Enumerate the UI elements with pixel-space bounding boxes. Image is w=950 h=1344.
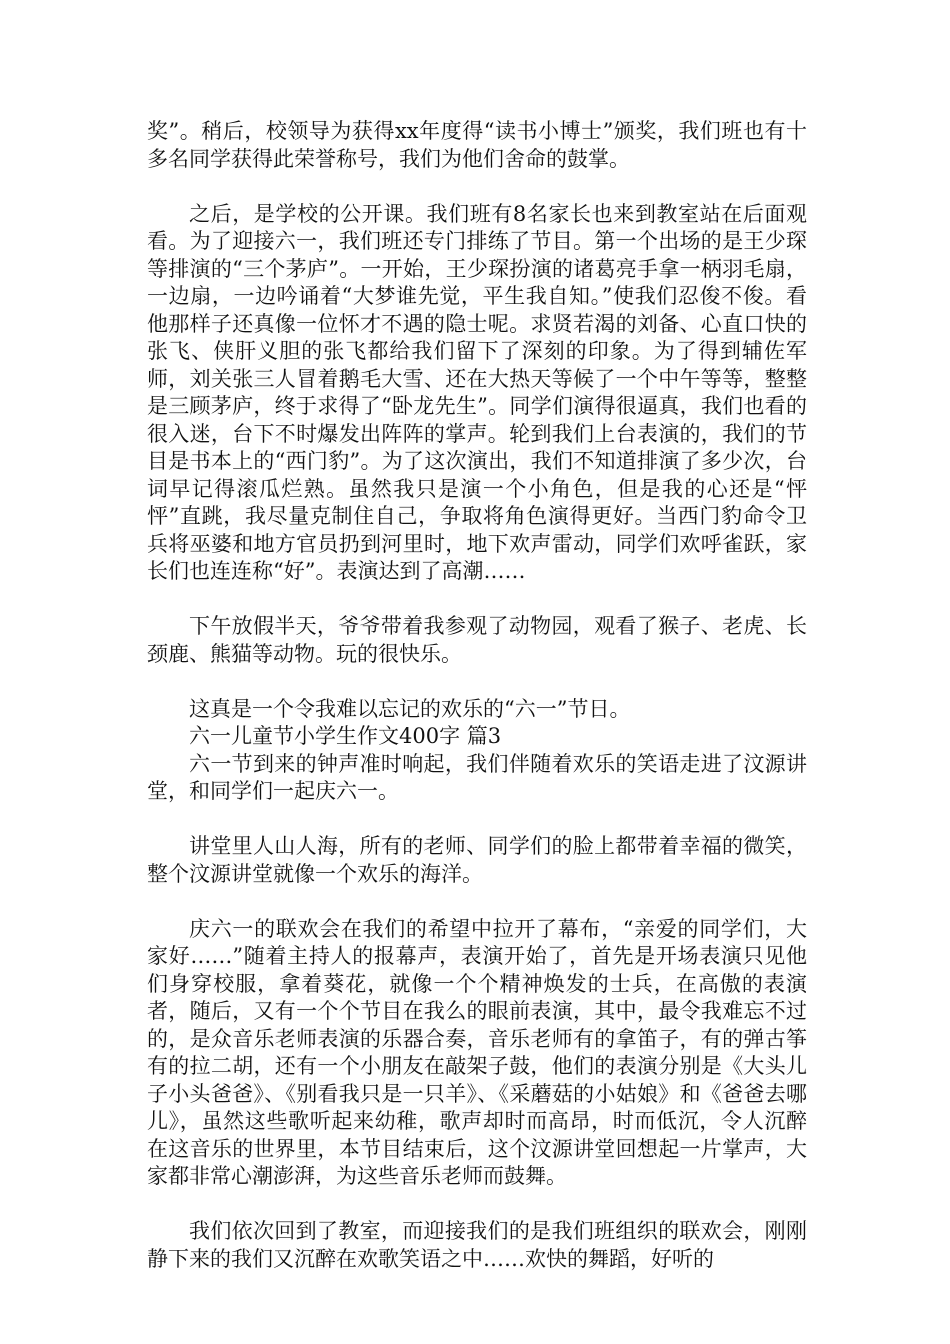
- paragraph-2: 之后，是学校的公开课。我们班有8名家长也来到教室站在后面观看。为了迎接六一，我们班还专门排练了节目。第一个出场的是王少琛等排演的“三个茅庐”。一开始，王少琛扮演的诸葛亮手拿一柄羽毛扇，一边扇，一边吟诵着“大梦谁先觉，平生我自知。”使我们忍俊不俊。看他那样子还真像一位怀才不遇的隐士呢。求贤若渴的刘备、心直口快的张飞、侠肝义胆的张飞都给我们留下了深刻的印象。为了得到辅佐军师，刘关张三人冒着鹅毛大雪、还在大热天等候了一个中午等等，整整是三顾茅庐，终于求得了“卧龙先生”。同学们演得很逼真，我们也看的很入迷，台下不时爆发出阵阵的掌声。轮到我们上台表演的，我们的节目是书本上的“西门豹”。为了这次演出，我们不知道排演了多少次，台词早记得滚瓜烂熟。虽然我只是演一个小角色，但是我的心还是“怦怦”直跳，我尽量克制住自己，争取将角色演得更好。当西门豹命令卫兵将巫婆和地方官员扔到河里时，地下欢声雷动，同学们欢呼雀跃，家长们也连连称“好”。表演达到了高潮……: [147, 201, 807, 583]
- paragraph-4: 这真是一个令我难以忘记的欢乐的“六一”节日。: [189, 696, 631, 721]
- paragraph-8: 我们依次回到了教室，而迎接我们的是我们班组织的联欢会，刚刚静下来的我们又沉醉在欢歌笑语之中……欢快的舞蹈，好听的: [147, 1219, 807, 1271]
- section-heading: 六一儿童节小学生作文400字 篇3: [189, 724, 502, 748]
- paragraph-3: 下午放假半天，爷爷带着我参观了动物园，观看了猴子、老虎、长颈鹿、熊猫等动物。玩的很快乐。: [147, 614, 807, 666]
- paragraph-1: 奖”。稍后，校领导为获得xx年度得“读书小博士”颁奖，我们班也有十多名同学获得此荣誉称号，我们为他们舍命的鼓掌。: [147, 119, 807, 171]
- paragraph-5: 六一节到来的钟声准时响起，我们伴随着欢乐的笑语走进了汶源讲堂，和同学们一起庆六一。: [147, 751, 807, 803]
- document-page: [147, 118, 807, 1273]
- paragraph-7: 庆六一的联欢会在我们的希望中拉开了幕布，“亲爱的同学们，大家好……”随着主持人的报幕声，表演开始了，首先是开场表演只见他们身穿校服，拿着葵花，就像一个个精神焕发的士兵，在高傲的表演者，随后，又有一个个节目在我么的眼前表演，其中，最令我难忘不过的，是众音乐老师表演的乐器合奏，音乐老师有的拿笛子，有的弹古筝有的拉二胡，还有一个小朋友在敲架子鼓，他们的表演分别是《大头儿子小头爸爸》、《别看我只是一只羊》、《采蘑菇的小姑娘》和《爸爸去哪儿》，虽然这些歌听起来幼稚，歌声却时而高昂，时而低沉，令人沉醉在这音乐的世界里，本节目结束后，这个汶源讲堂回想起一片掌声，大家都非常心潮澎湃，为这些音乐老师而鼓舞。: [147, 916, 807, 1188]
- paragraph-6: 讲堂里人山人海，所有的老师、同学们的脸上都带着幸福的微笑，整个汶源讲堂就像一个欢乐的海洋。: [147, 834, 807, 886]
